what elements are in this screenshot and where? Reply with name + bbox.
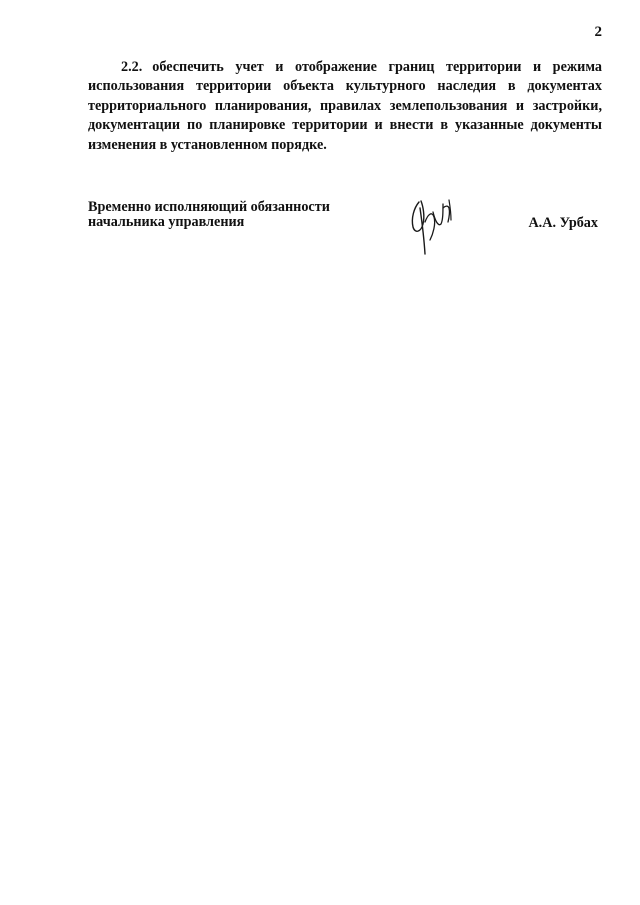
- signature-block: [88, 200, 602, 270]
- signer-name: А.А. Урбах: [528, 215, 598, 231]
- signer-position-line-2: начальника управления: [88, 214, 245, 230]
- signer-position-line-1: Временно исполняющий обязанности: [88, 199, 330, 215]
- signer-position: [88, 200, 330, 230]
- page-number: 2: [594, 24, 602, 40]
- clause-paragraph: [88, 58, 602, 155]
- handwritten-signature-icon: [405, 194, 461, 260]
- clause-text: обеспечить учет и отображение границ территории и режима использования территории объекта культурного наследия в документах территориального планирования, правилах землепользования и застройки, документации по планировке территории и внести в указанные документы изменения в установленном порядке.: [88, 59, 602, 153]
- clause-number: 2.2.: [121, 59, 143, 75]
